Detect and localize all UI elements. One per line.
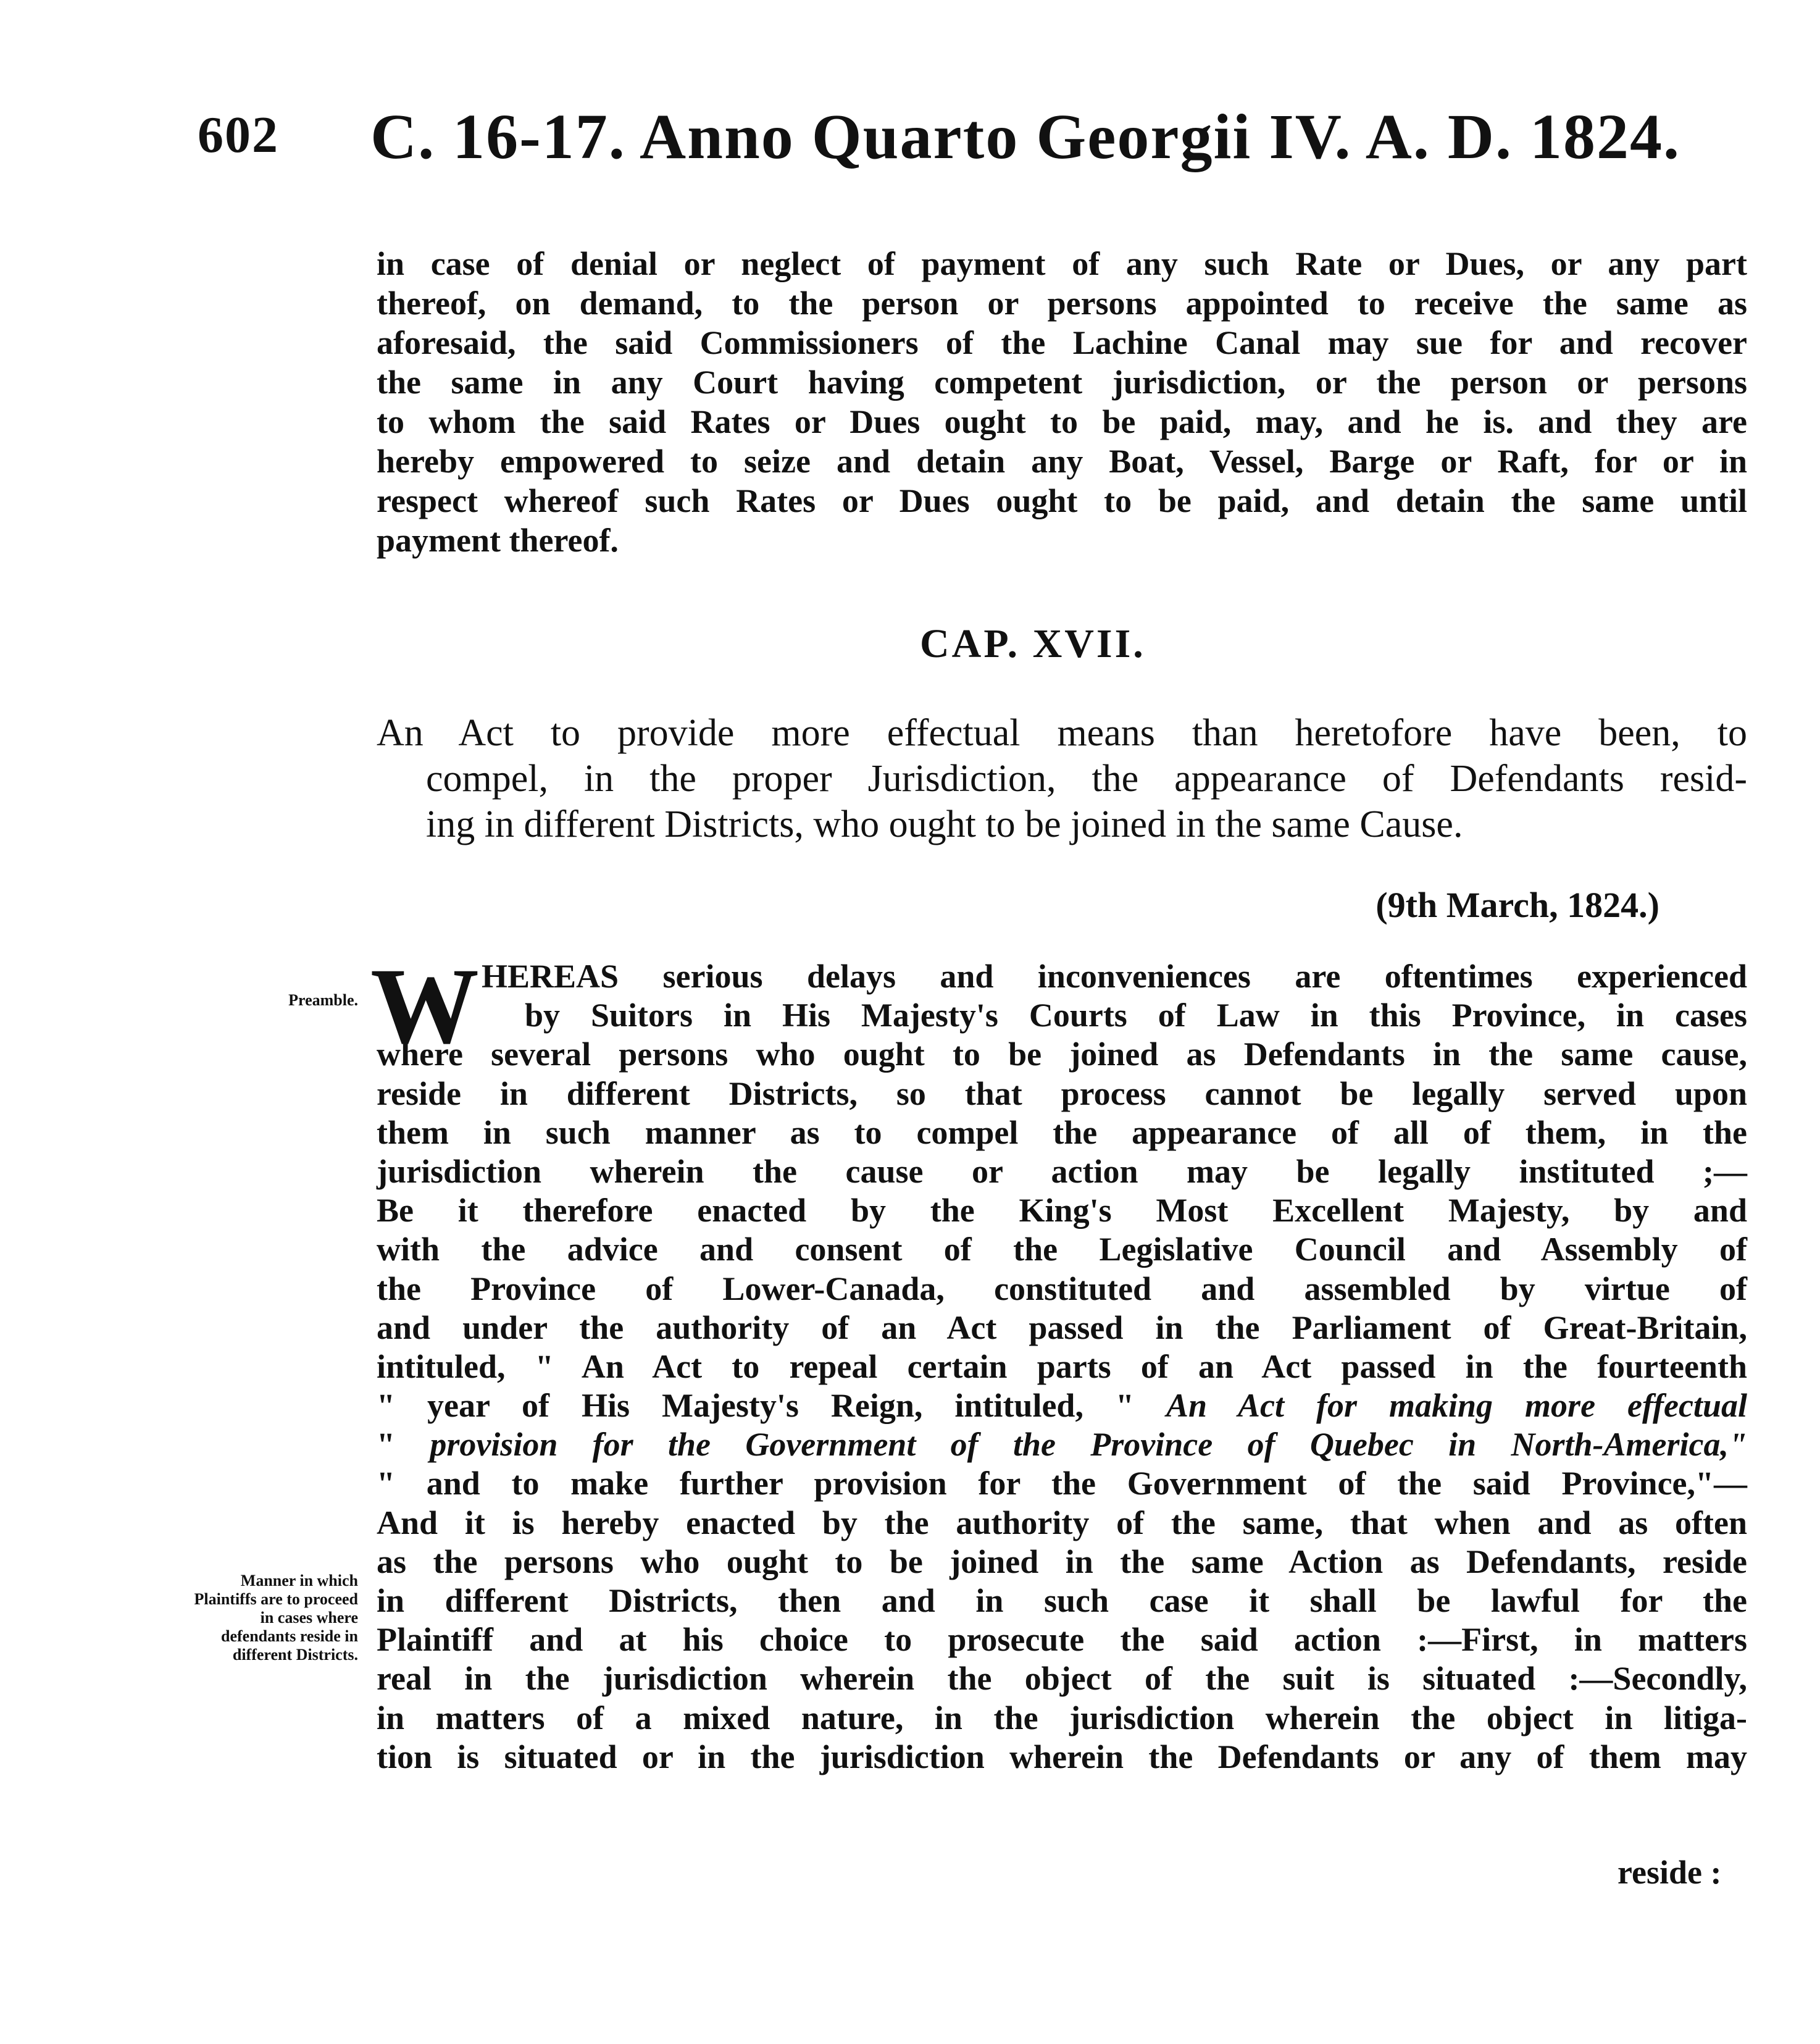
margin-note-manner: Manner in which Plaintiffs are to proceed in cases where defendants reside in different Districts.: [194, 1572, 358, 1664]
text-line: reside in different Districts, so that process cannot be legally served upon: [377, 1074, 1747, 1112]
page-header: [198, 101, 1741, 173]
text-segment-italic: An Act for making more effectual: [1166, 1387, 1747, 1425]
text-line: Be it therefore enacted by the King's Most Excellent Majesty, by and: [377, 1192, 1747, 1229]
text-segment: ": [377, 1426, 430, 1464]
text-line: Plaintiff and at his choice to prosecute the said action :—First, in matters: [377, 1621, 1747, 1659]
page-number: 602: [198, 106, 279, 164]
text-line: in case of denial or neglect of payment of any such Rate or Dues, or any part: [377, 245, 1747, 282]
text-line: as the persons who ought to be joined in the same Action as Defendants, reside: [377, 1543, 1747, 1580]
text-line: the same in any Court having competent jurisdiction, or the person or persons: [377, 364, 1747, 401]
text-line: aforesaid, the said Commissioners of the Lachine Canal may sue for and recover: [377, 324, 1747, 361]
running-title: C. 16-17. Anno Quarto Georgii IV. A. D. 1824.: [370, 101, 1680, 172]
margin-note-preamble: Preamble.: [288, 991, 358, 1009]
text-segment: " year of His Majesty's Reign, intituled, ": [377, 1387, 1166, 1425]
chapter-heading: CAP. XVII.: [920, 621, 1146, 666]
text-line: real in the jurisdiction wherein the object of the suit is situated :—Secondly,: [377, 1660, 1747, 1698]
act-title: [377, 710, 1747, 847]
text-line: tion is situated or in the jurisdiction wherein the Defendants or any of them may: [377, 1738, 1747, 1775]
drop-cap: W: [370, 946, 479, 1066]
act-title-line: compel, in the proper Jurisdiction, the appearance of Defendants resid-: [426, 758, 1747, 800]
text-line: in matters of a mixed nature, in the jurisdiction wherein the object in litiga-: [377, 1699, 1747, 1736]
text-line: intituled, " An Act to repeal certain parts of an Act passed in the fourteenth: [377, 1347, 1747, 1385]
text-line: " and to make further provision for the Government of the said Province,"—: [377, 1465, 1747, 1502]
text-line: the Province of Lower-Canada, constituted and assembled by virtue of: [377, 1270, 1747, 1307]
text-line: and under the authority of an Act passed in the Parliament of Great-Britain,: [377, 1309, 1747, 1346]
text-line: hereby empowered to seize and detain any Boat, Vessel, Barge or Raft, for or in: [377, 443, 1747, 480]
text-line: where several persons who ought to be joined as Defendants in the same cause,: [377, 1036, 1747, 1073]
text-line: respect whereof such Rates or Dues ought to be paid, and detain the same until: [377, 482, 1747, 519]
text-line: jurisdiction wherein the cause or action may be legally instituted ;—: [377, 1152, 1747, 1190]
enactment-paragraph: [377, 957, 1747, 1777]
continued-paragraph: [377, 244, 1747, 560]
text-line: them in such manner as to compel the appearance of all of them, in the: [377, 1113, 1747, 1151]
text-line: to whom the said Rates or Dues ought to be paid, may, and he is. and they are: [377, 403, 1747, 440]
text-line-mixed: [377, 1386, 1747, 1425]
text-line: thereof, on demand, to the person or persons appointed to receive the same as: [377, 285, 1747, 322]
text-line: HEREAS serious delays and inconveniences are oftentimes experienced: [482, 958, 1747, 995]
act-title-line: ing in different Districts, who ought to be joined in the same Cause.: [426, 803, 1463, 845]
text-line: payment thereof.: [377, 522, 619, 559]
act-date: (9th March, 1824.): [1375, 885, 1659, 925]
text-line-mixed: [377, 1425, 1747, 1464]
text-line: in different Districts, then and in such case it shall be lawful for the: [377, 1582, 1747, 1619]
text-line: with the advice and consent of the Legislative Council and Assembly of: [377, 1231, 1747, 1268]
text-line: by Suitors in His Majesty's Courts of Law in this Province, in cases: [525, 997, 1747, 1034]
act-title-line: An Act to provide more effectual means than heretofore have been, to: [377, 712, 1747, 754]
text-line: And it is hereby enacted by the authority of the same, that when and as often: [377, 1504, 1747, 1541]
catchword: reside :: [1618, 1854, 1722, 1891]
text-segment-italic: provision for the Government of the Province of Quebec in North-America,": [430, 1426, 1747, 1464]
